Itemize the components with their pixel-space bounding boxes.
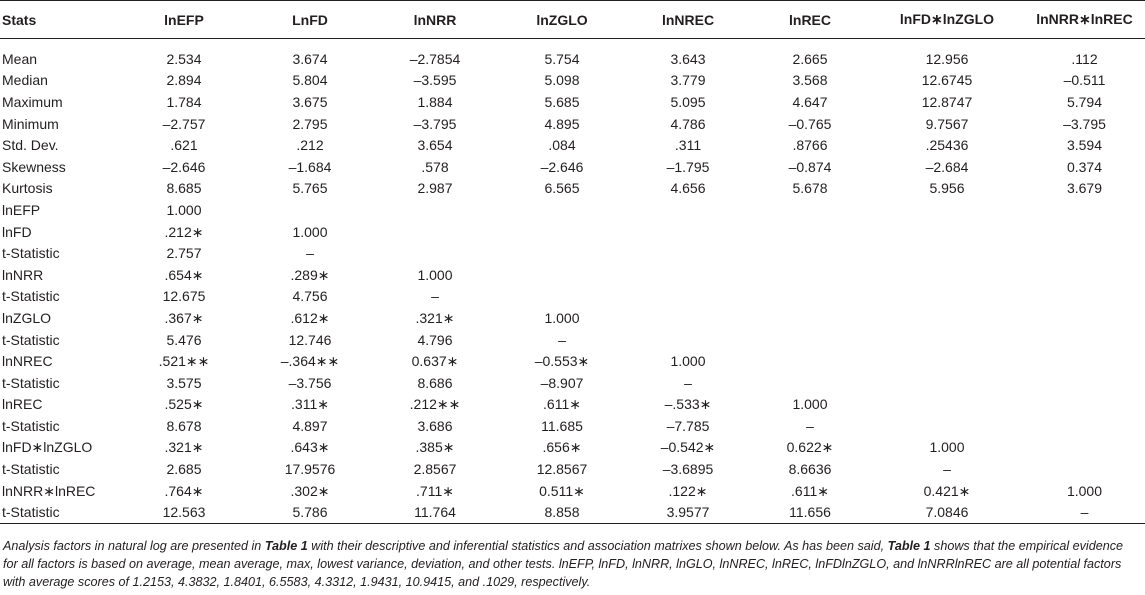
table-row (0, 39, 1145, 70)
table-row (0, 156, 1145, 178)
table-cell: 1.000 (792, 396, 828, 413)
table-cell: 5.095 (670, 93, 706, 110)
table-cell: 9.7567 (925, 115, 969, 132)
table-cell: 11.764 (372, 501, 498, 523)
table-cell: 12.675 (162, 288, 206, 305)
table-cell: 3.568 (792, 72, 828, 89)
table-row (0, 221, 1145, 243)
table-cell: .611∗ (543, 396, 581, 413)
table-cell (750, 350, 870, 372)
table-row (0, 437, 1145, 459)
table-cell: 8.686 (417, 374, 453, 391)
table-cell (626, 329, 750, 351)
table-cell: .578 (421, 158, 449, 175)
table-cell: 2.8567 (413, 461, 457, 478)
table-cell: –2.646 (162, 158, 206, 175)
table-cell: 0.637∗ (411, 353, 459, 370)
table-cell: .656∗ (542, 439, 582, 456)
table-cell (870, 394, 1024, 416)
table-cell (1024, 242, 1145, 264)
table-cell: .611∗ (791, 482, 829, 499)
table-cell: .654∗ (164, 266, 204, 283)
table-cell: .25436 (925, 137, 969, 154)
table-header (0, 1, 1145, 39)
table-cell: 5.794 (1066, 93, 1103, 110)
table-cell: .311 (674, 137, 702, 154)
table-cell: .289∗ (290, 266, 330, 283)
table-cell (1024, 286, 1145, 308)
table-cell: 3.594 (1066, 137, 1103, 154)
table-cell: 4.647 (792, 93, 828, 110)
table-cell (750, 221, 870, 243)
table-cell (1024, 415, 1145, 437)
table-cell: –3.795 (413, 115, 457, 132)
table-cell: 1.000 (1066, 482, 1103, 499)
table-cell: 3.9577 (626, 501, 750, 523)
table-cell: 0.622∗ (786, 439, 834, 456)
table-cell (750, 199, 870, 221)
table-cell: 4.656 (670, 180, 706, 197)
table-row (0, 415, 1145, 437)
table-row (0, 264, 1145, 286)
table-cell: 4.895 (544, 115, 580, 132)
table-cell: 4.756 (292, 288, 328, 305)
table-cell (870, 286, 1024, 308)
table-cell: 1.000 (417, 266, 453, 283)
table-cell: 12.6745 (921, 72, 973, 89)
table-cell (870, 415, 1024, 437)
table-cell: – (431, 288, 439, 305)
table-cell: 8.678 (166, 417, 202, 434)
table-cell: 12.956 (925, 50, 969, 67)
table-cell: 4.796 (417, 331, 453, 348)
table-row (0, 458, 1145, 480)
table-row (0, 113, 1145, 135)
table-cell (626, 199, 750, 221)
table-row (0, 242, 1145, 264)
table-cell: –3.595 (413, 72, 457, 89)
table-cell (1024, 458, 1145, 480)
table-cell: 3.679 (1066, 180, 1103, 197)
table-cell: .321∗ (164, 439, 204, 456)
table-cell (626, 307, 750, 329)
table-cell: –2.7854 (409, 50, 461, 67)
table-cell: 4.897 (292, 417, 328, 434)
table-cell: 12.746 (288, 331, 332, 348)
column-header: lnFD∗lnZGLO (870, 1, 1024, 39)
table-reference-link[interactable]: Table 1 (887, 539, 931, 553)
row-label: t-Statistic (2, 374, 60, 391)
table-cell: 0.421∗ (923, 482, 971, 499)
table-cell (498, 221, 626, 243)
table-cell (870, 307, 1024, 329)
table-cell: 0.511∗ (539, 482, 585, 499)
table-cell: 2.757 (166, 245, 202, 262)
table-cell: .367∗ (164, 309, 204, 326)
table-cell: –7.785 (666, 417, 710, 434)
table-cell: 5.754 (544, 50, 580, 67)
table-cell: 5.786 (248, 501, 372, 523)
table-cell (870, 264, 1024, 286)
table-cell (1024, 437, 1145, 459)
table-cell: 1.000 (670, 353, 706, 370)
table-body (0, 39, 1145, 524)
table-cell: 3.643 (670, 50, 706, 67)
table-row (0, 501, 1145, 523)
table-cell: –0.765 (788, 115, 832, 132)
table-cell: – (306, 245, 314, 262)
table-cell (626, 221, 750, 243)
row-label: lnFD (2, 223, 32, 240)
table-cell: 3.674 (292, 50, 328, 67)
row-label: lnNRR (2, 266, 44, 283)
row-label: lnFD∗lnZGLO (2, 439, 93, 456)
table-cell: 5.678 (792, 180, 828, 197)
column-header: LnFD (248, 1, 372, 39)
table-cell: 1.000 (544, 309, 580, 326)
table-cell: .084 (548, 137, 576, 154)
table-cell: 2.685 (166, 461, 202, 478)
footnote-text: Analysis factors in natural log are presented in (3, 539, 265, 553)
column-header: lnREC (750, 1, 870, 39)
table-cell (372, 242, 498, 264)
table-cell: 5.956 (929, 180, 965, 197)
table-row (0, 199, 1145, 221)
table-cell: –1.684 (288, 158, 332, 175)
table-cell: 6.565 (544, 180, 580, 197)
row-label: Maximum (2, 93, 63, 110)
table-cell: 8.685 (166, 180, 202, 197)
table-cell: .311∗ (291, 396, 329, 413)
table-cell: .321∗ (415, 309, 455, 326)
table-cell: 12.8567 (536, 461, 588, 478)
table-cell (626, 264, 750, 286)
table-cell (750, 286, 870, 308)
table-cell: 1.000 (929, 439, 965, 456)
table-cell: –3.756 (288, 374, 332, 391)
table-cell: 5.098 (544, 72, 580, 89)
table-row (0, 350, 1145, 372)
table-cell (626, 286, 750, 308)
row-label: lnREC (2, 396, 43, 413)
table-row (0, 178, 1145, 200)
table-cell (1024, 307, 1145, 329)
table-cell: –3.795 (1063, 115, 1106, 132)
table-cell: .643∗ (290, 439, 330, 456)
table-cell: –2.684 (925, 158, 969, 175)
table-cell: .212∗∗ (409, 396, 461, 413)
row-label: lnEFP (2, 201, 41, 218)
table-cell (372, 199, 498, 221)
table-cell: –2.757 (162, 115, 206, 132)
row-label: lnZGLO (2, 309, 52, 326)
table-cell (750, 329, 870, 351)
row-label: lnNREC (2, 353, 53, 370)
table-cell (1024, 329, 1145, 351)
table-cell (750, 242, 870, 264)
table-cell: 11.685 (541, 417, 583, 434)
table-cell: 7.0846 (870, 501, 1024, 523)
row-label: t-Statistic (2, 331, 60, 348)
table-cell: .212 (296, 137, 324, 154)
table-cell: –0.874 (788, 158, 832, 175)
table-cell: 2.795 (292, 115, 328, 132)
table-row (0, 480, 1145, 502)
table-cell: 2.894 (166, 72, 202, 89)
table-cell: 4.786 (670, 115, 706, 132)
table-reference-link[interactable]: Table 1 (264, 539, 308, 553)
table-cell: –8.907 (540, 374, 584, 391)
table-cell: 2.987 (417, 180, 453, 197)
table-cell: .621 (170, 137, 198, 154)
table-cell: 8.6636 (788, 461, 832, 478)
row-label: t-Statistic (2, 461, 60, 478)
table-cell: .711∗ (416, 482, 454, 499)
table-row (0, 91, 1145, 113)
footnote-text: shows that the empirical evidence for all factors is based on average, mean average, max, lowest variance, deviation, and other tests. lnEFP, lnFD, lnNRR, lnGLO, lnNREC, lnREC, lnFDlnZGLO, and lnNRRlnREC are all potential factors with average scores of 1.2153, 4.3832, 1.8401, 6.5583, 4.3312, 1.9431, 10.9415, and .1029, respectively. (3, 539, 1124, 589)
column-header: lnZGLO (498, 1, 626, 39)
table-cell (750, 264, 870, 286)
table-cell (870, 221, 1024, 243)
row-label: Median (2, 72, 48, 89)
table-cell: 5.804 (292, 72, 328, 89)
footnote-text: with their descriptive and inferential statistics and association matrixes shown below. As has been said, (307, 539, 888, 553)
column-header: lnNRR∗lnREC (1024, 1, 1145, 39)
table-cell (1024, 372, 1145, 394)
table-cell (498, 242, 626, 264)
row-label: lnNRR∗lnREC (2, 482, 96, 499)
table-cell: 3.675 (292, 93, 328, 110)
table-cell: .612∗ (290, 309, 330, 326)
header-row (0, 1, 1145, 39)
table-cell (1024, 264, 1145, 286)
table-cell: 17.9576 (284, 461, 336, 478)
table-cell: 1.000 (166, 201, 202, 218)
table-cell: –.533∗ (664, 396, 712, 413)
table-cell (498, 264, 626, 286)
column-header: lnEFP (120, 1, 248, 39)
table-cell: .112 (1071, 50, 1098, 67)
table-cell: –0.542∗ (660, 439, 716, 456)
table-cell (498, 199, 626, 221)
table-cell: 3.686 (417, 417, 453, 434)
table-cell (750, 307, 870, 329)
table-cell: –3.6895 (662, 461, 714, 478)
row-label: Kurtosis (2, 180, 53, 197)
table-cell: 1.884 (417, 93, 453, 110)
table-cell: 0.374 (1066, 158, 1103, 175)
table-cell: –2.646 (540, 158, 584, 175)
row-label: t-Statistic (2, 417, 60, 434)
table-cell: .521∗∗ (158, 353, 210, 370)
table-cell (498, 286, 626, 308)
table-row (0, 307, 1145, 329)
table-cell: 8.858 (498, 501, 626, 523)
row-label: Std. Dev. (2, 137, 59, 154)
table-row (0, 134, 1145, 156)
table-cell (248, 199, 372, 221)
table-row (0, 394, 1145, 416)
table-cell: 1.000 (292, 223, 328, 240)
table-cell: .764∗ (164, 482, 204, 499)
table-cell: – (684, 374, 692, 391)
table-cell: 2.665 (792, 50, 828, 67)
table-cell (870, 329, 1024, 351)
table-cell: 3.779 (670, 72, 706, 89)
table-cell: –0.553∗ (534, 353, 590, 370)
row-label: t-Statistic (2, 288, 60, 305)
table-cell: 5.476 (166, 331, 202, 348)
column-header: lnNRR (372, 1, 498, 39)
table-footnote (3, 537, 1141, 591)
row-label: Mean (2, 50, 38, 67)
table-cell (870, 372, 1024, 394)
table-cell: –.364∗∗ (280, 353, 340, 370)
table-row (0, 70, 1145, 92)
table-cell: 3.575 (166, 374, 202, 391)
table-cell: .525∗ (164, 396, 204, 413)
row-label: Skewness (2, 158, 66, 175)
table-cell: .302∗ (290, 482, 330, 499)
table-row (0, 286, 1145, 308)
column-header-stats: Stats (0, 1, 120, 39)
table-cell (1024, 394, 1145, 416)
row-label: Minimum (2, 115, 59, 132)
table-cell (372, 221, 498, 243)
table-cell (870, 350, 1024, 372)
table-cell: 11.656 (750, 501, 870, 523)
table-cell: 12.8747 (921, 93, 973, 110)
table-cell: 5.765 (292, 180, 328, 197)
table-cell: –0.511 (1063, 72, 1106, 89)
table-cell: – (558, 331, 566, 348)
table-cell: 5.685 (544, 93, 580, 110)
table-cell: – (806, 417, 814, 434)
table-cell: .212∗ (164, 223, 204, 240)
table-cell: 12.563 (120, 501, 248, 523)
table-cell: .8766 (792, 137, 828, 154)
table-cell: .385∗ (415, 439, 455, 456)
table-cell (626, 242, 750, 264)
table-row (0, 329, 1145, 351)
table-cell (1024, 199, 1145, 221)
table-cell: 1.784 (166, 93, 202, 110)
row-label: t-Statistic (2, 245, 60, 262)
table-cell: – (1024, 501, 1145, 523)
table-cell (750, 372, 870, 394)
table-cell (870, 199, 1024, 221)
table-cell (870, 242, 1024, 264)
table-cell: 2.534 (166, 50, 202, 67)
row-label: t-Statistic (0, 501, 120, 523)
table-cell (1024, 350, 1145, 372)
column-header: lnNREC (626, 1, 750, 39)
table-cell: – (943, 461, 951, 478)
table-cell: .122∗ (668, 482, 708, 499)
table-row (0, 372, 1145, 394)
table-cell: 3.654 (417, 137, 453, 154)
table-cell (1024, 221, 1145, 243)
table-cell: –1.795 (666, 158, 710, 175)
